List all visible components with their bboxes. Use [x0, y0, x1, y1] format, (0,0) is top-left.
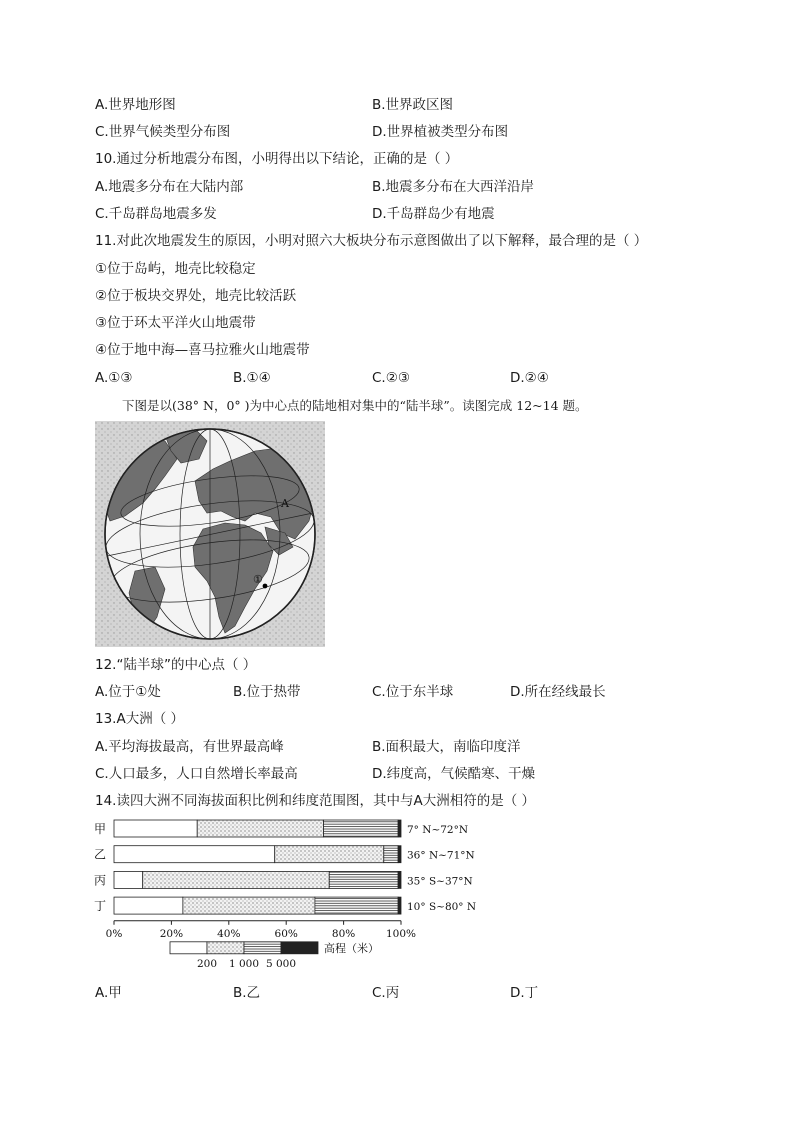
q11-option-a: A.①③ [95, 370, 133, 386]
legend-label: 5 000 [265, 957, 297, 970]
bar-segment [197, 820, 323, 837]
bar-segment [384, 846, 398, 863]
legend-label: 200 [196, 957, 218, 970]
x-tick-label: 60% [274, 927, 298, 940]
bar-segment [143, 871, 330, 888]
q14-option-b: B.乙 [233, 985, 261, 1001]
q11-statement-1: ①位于岛屿，地壳比较稳定 [95, 261, 256, 277]
q10-option-d: D.千岛群岛少有地震 [372, 206, 495, 222]
land-hemisphere-map [95, 421, 325, 647]
bar-segment [275, 846, 384, 863]
q13-option-c: C.人口最多，人口自然增长率最高 [95, 766, 298, 782]
legend-title: 高程（米） [324, 941, 379, 955]
q10-option-b: B.地震多分布在大西洋沿岸 [372, 179, 535, 195]
latitude-range-label: 7° N~72°N [407, 824, 469, 836]
bar-segment [315, 897, 398, 914]
q12-option-a: A.位于①处 [95, 684, 161, 700]
row-label: 甲 [94, 822, 107, 836]
q11-statement-3: ③位于环太平洋火山地震带 [95, 315, 256, 331]
q13-option-a: A.平均海拔最高，有世界最高峰 [95, 739, 284, 755]
q12-option-b: B.位于热带 [233, 684, 301, 700]
row-label: 乙 [94, 847, 107, 862]
q13-option-b: B.面积最大，南临印度洋 [372, 739, 521, 755]
q12-option-d: D.所在经线最长 [510, 684, 606, 700]
bar-segment [114, 897, 183, 914]
x-tick-label: 40% [217, 927, 241, 940]
bar-segment [324, 820, 399, 837]
bar-segment [398, 871, 401, 888]
q12-option-c: C.位于东半球 [372, 684, 454, 700]
x-tick-label: 100% [385, 927, 417, 940]
legend-swatch [170, 942, 207, 954]
legend-swatch [207, 942, 244, 954]
bar-segment [398, 846, 401, 863]
q11-stem: 11.对此次地震发生的原因，小明对照六大板块分布示意图做出了以下解释，最合理的是（ ） [95, 233, 648, 249]
latitude-range-label: 36° N~71°N [407, 849, 475, 862]
globe-svg [95, 421, 325, 647]
q9-option-b: B.世界政区图 [372, 97, 454, 113]
latitude-range-label: 35° S~37°N [407, 875, 473, 888]
bar-segment [114, 871, 143, 888]
q14-option-a: A.甲 [95, 985, 122, 1001]
q9-option-a: A.世界地形图 [95, 97, 176, 113]
chart-svg [92, 814, 476, 976]
q9-option-c: C.世界气候类型分布图 [95, 124, 231, 140]
x-tick-label: 20% [159, 927, 184, 940]
bar-segment [398, 820, 401, 837]
legend-label: 1 000 [228, 957, 260, 970]
legend-swatch [281, 942, 318, 954]
x-tick-label: 80% [331, 927, 356, 940]
bar-segment [398, 897, 401, 914]
row-label: 丁 [94, 899, 107, 914]
q13-option-d: D.纬度高，气候酷寒、干燥 [372, 766, 536, 782]
latitude-range-label: 10° S~80° N [407, 901, 476, 914]
point-marker [263, 584, 268, 589]
q12-stem: 12.“陆半球”的中心点（ ） [95, 657, 257, 673]
legend-swatch [244, 942, 281, 954]
bar-segment [114, 846, 275, 863]
q11-statement-4: ④位于地中海—喜马拉雅火山地震带 [95, 342, 310, 358]
q11-option-c: C.②③ [372, 370, 410, 386]
figure-intro: 下图是以(38° N，0° )为中心点的陆地相对集中的“陆半球”。读图完成 12~14 题。 [122, 398, 588, 413]
bar-segment [114, 820, 197, 837]
q11-option-b: B.①④ [233, 370, 271, 386]
q10-option-a: A.地震多分布在大陆内部 [95, 179, 244, 195]
q13-stem: 13.A大洲（ ） [95, 711, 184, 727]
label-a: A [281, 497, 289, 510]
label-point-1: ① [253, 573, 263, 586]
row-label: 丙 [94, 873, 107, 888]
q14-stem: 14.读四大洲不同海拔面积比例和纬度范围图，其中与A大洲相符的是（ ） [95, 793, 535, 809]
continent-elevation-chart [92, 814, 476, 976]
q11-option-d: D.②④ [510, 370, 549, 386]
bar-segment [329, 871, 398, 888]
q10-stem: 10.通过分析地震分布图，小明得出以下结论，正确的是（ ） [95, 151, 459, 167]
q10-option-c: C.千岛群岛地震多发 [95, 206, 217, 222]
bar-segment [183, 897, 315, 914]
q11-statement-2: ②位于板块交界处，地壳比较活跃 [95, 288, 297, 304]
q14-option-c: C.丙 [372, 985, 400, 1001]
q14-option-d: D.丁 [510, 985, 539, 1001]
x-tick-label: 0% [105, 927, 123, 940]
q9-option-d: D.世界植被类型分布图 [372, 124, 509, 140]
